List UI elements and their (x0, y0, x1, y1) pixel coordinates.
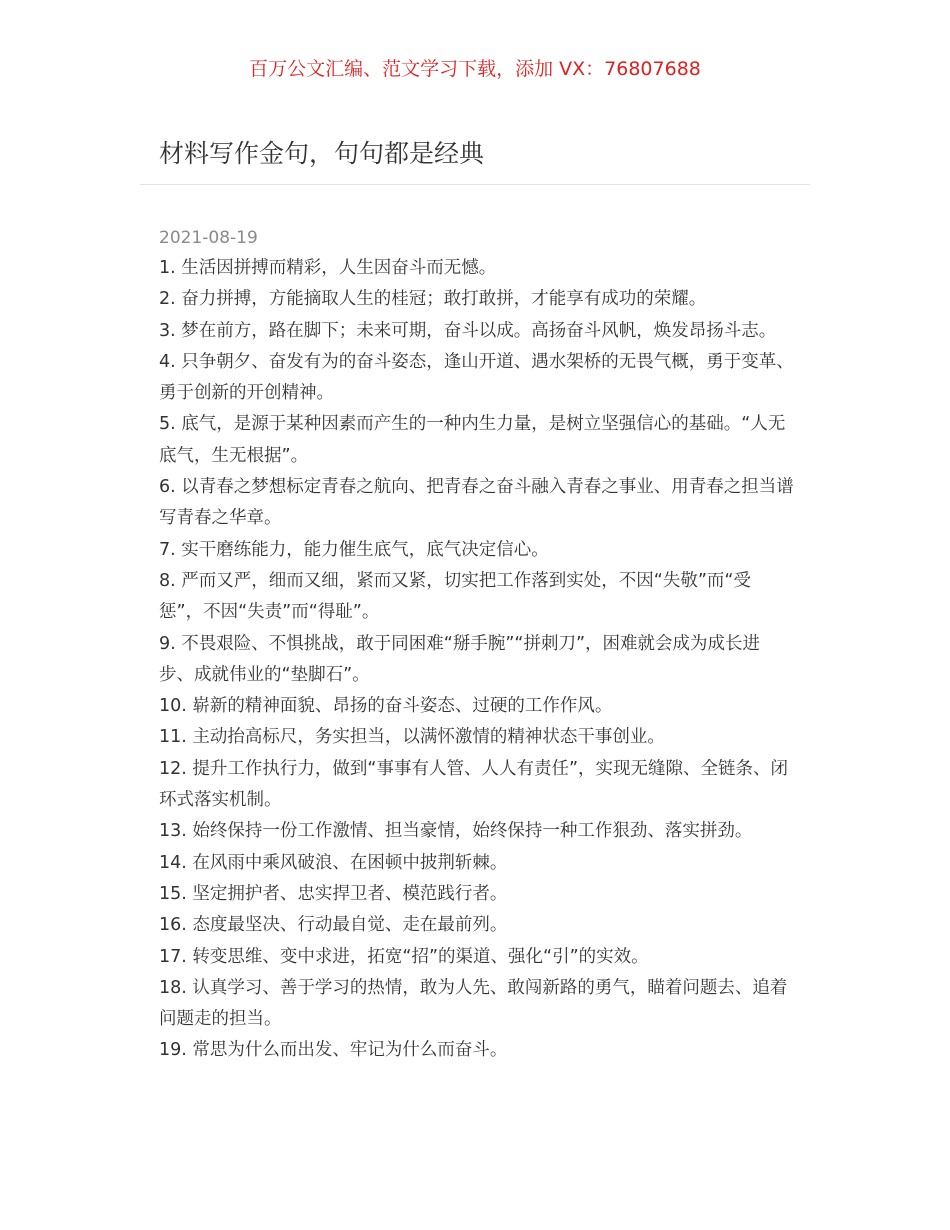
list-item: 15. 坚定拥护者、忠实捍卫者、模范践行者。 (159, 883, 508, 904)
list-item: 10. 崭新的精神面貌、昂扬的奋斗姿态、过硬的工作作风。 (159, 696, 613, 717)
list-item: 6. 以青春之梦想标定青春之航向、把青春之奋斗融入青春之事业、用青春之担当谱写青春之华章。 (159, 477, 794, 529)
list-item: 13. 始终保持一份工作激情、担当豪情，始终保持一种工作狠劲、落实拼劲。 (159, 821, 753, 842)
list-item: 3. 梦在前方，路在脚下；未来可期，奋斗以成。高扬奋斗风帆，焕发昂扬斗志。 (159, 320, 777, 341)
article-title: 材料写作金句，句句都是经典 (159, 139, 485, 168)
list-item: 9. 不畏艰险、不惧挑战，敢于同困难“掰手腕”“拼刺刀”，困难就会成为成长进步、成就伟业的“垫脚石”。 (159, 633, 761, 685)
list-item: 16. 态度最坚决、行动最自觉、走在最前列。 (159, 915, 508, 936)
list-item: 7. 实干磨练能力，能力催生底气，底气决定信心。 (159, 539, 549, 560)
list-item: 1. 生活因拼搏而精彩，人生因奋斗而无憾。 (159, 258, 497, 278)
list-item: 14. 在风雨中乘风破浪、在困顿中披荆斩棘。 (159, 852, 508, 873)
title-divider (140, 184, 810, 185)
promo-banner: 百万公文汇编、范文学习下载，添加 VX：76807688 (249, 58, 701, 80)
list-item: 2. 奋力拼搏，方能摘取人生的桂冠；敢打敢拼，才能享有成功的荣耀。 (159, 289, 707, 310)
list-item: 5. 底气，是源于某种因素而产生的一种内生力量，是树立坚强信心的基础。“人无底气，生无根据”。 (159, 414, 786, 466)
list-item: 4. 只争朝夕、奋发有为的奋斗姿态，逢山开道、遇水架桥的无畏气概，勇于变革、勇于创新的开创精神。 (159, 351, 794, 404)
list-item: 11. 主动抬高标尺，务实担当，以满怀激情的精神状态干事创业。 (159, 727, 665, 748)
list-item: 18. 认真学习、善于学习的热情，敢为人先、敢闯新路的勇气，瞄着问题去、追着问题走的担当。 (159, 977, 788, 1030)
list-item: 17. 转变思维、变中求进，拓宽“招”的渠道、强化“引”的实效。 (159, 946, 649, 967)
list-item: 8. 严而又严，细而又细，紧而又紧，切实把工作落到实处，不因“失敬”而“受惩”，不因“失责”而“得耻”。 (159, 570, 751, 623)
list-item: 12. 提升工作执行力，做到“事事有人管、人人有责任”，实现无缝隙、全链条、闭环式落实机制。 (159, 758, 789, 811)
list-item: 19. 常思为什么而出发、牢记为什么而奋斗。 (159, 1040, 508, 1061)
article-body (159, 253, 795, 1067)
article-date: 2021-08-19 (159, 228, 258, 248)
